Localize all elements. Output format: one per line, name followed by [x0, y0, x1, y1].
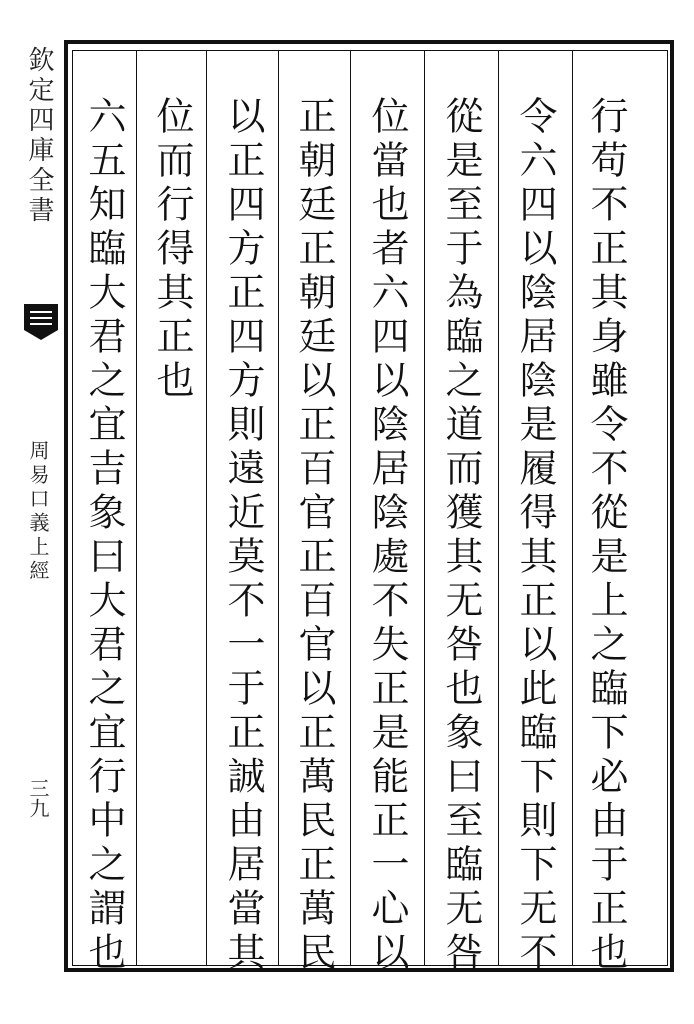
- column-rule: [498, 50, 499, 966]
- text-column-2: 令六四以陰居陰是履得其正以此臨下則下无不: [513, 96, 557, 976]
- text-column-8: 六五知臨大君之宜吉象曰大君之宜行中之謂也: [82, 96, 126, 976]
- column-rule: [206, 50, 207, 966]
- column-rule: [136, 50, 137, 966]
- column-rule: [572, 50, 573, 966]
- text-column-4: 位當也者六四以陰居陰處不失正是能正一心以: [365, 96, 409, 976]
- fishtail-mark-icon: [22, 300, 60, 344]
- column-rule: [278, 50, 279, 966]
- column-rule: [424, 50, 425, 966]
- text-column-6: 以正四方正四方則遠近莫不一于正誠由居當其: [221, 96, 265, 976]
- collection-title: 欽定四庫全書: [24, 46, 54, 226]
- text-column-3: 從是至于為臨之道而獲其无咎也象曰至臨无咎: [439, 96, 483, 976]
- text-column-5: 正朝廷正朝廷以正百官正百官以正萬民正萬民: [292, 96, 336, 976]
- text-column-1: 行苟不正其身雖令不從是上之臨下必由于正也: [584, 96, 628, 976]
- page-number: 三九: [26, 778, 50, 818]
- text-column-7: 位而行得其正也: [150, 96, 194, 404]
- column-rule: [350, 50, 351, 966]
- book-title: 周易口義上經: [26, 440, 50, 584]
